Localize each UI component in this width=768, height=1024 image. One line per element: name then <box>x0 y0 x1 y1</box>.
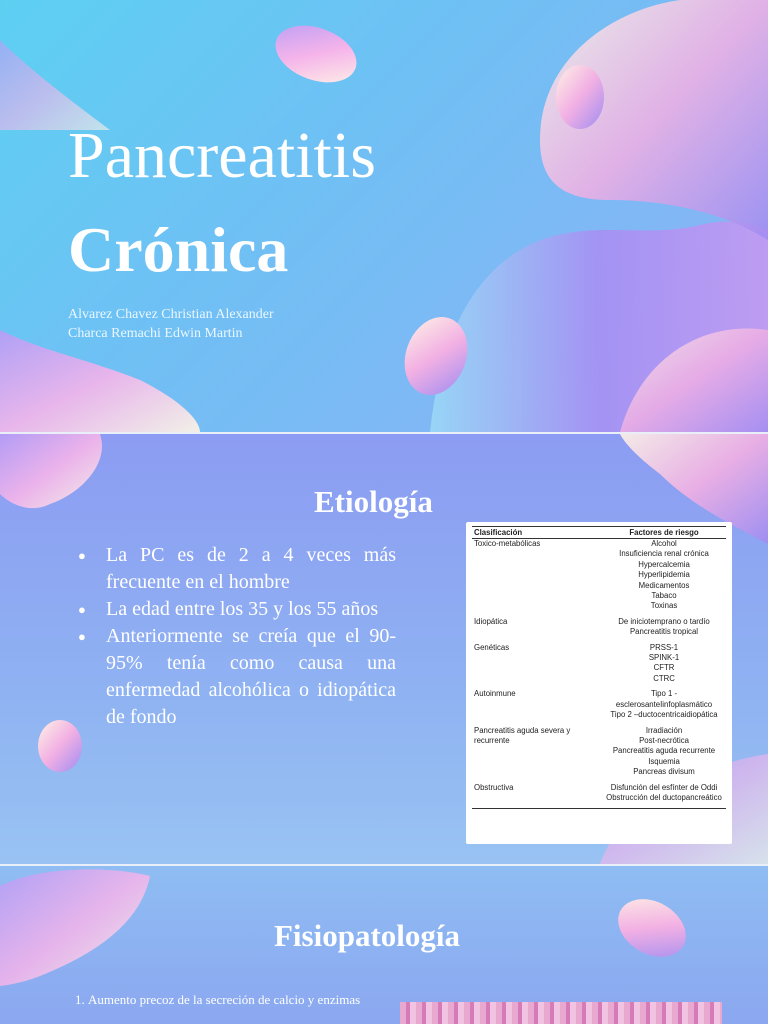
author-name: Alvarez Chavez Christian Alexander <box>68 307 274 322</box>
risk-factor-table <box>466 522 732 844</box>
list-item: ● La PC es de 2 a 4 veces más frecuente en el hombre <box>78 542 396 596</box>
risk-factor: Medicamentos <box>638 580 690 590</box>
bullet-list <box>78 542 396 731</box>
risk-factor: Irradiación <box>645 725 683 735</box>
table-row <box>472 643 726 690</box>
histology-image <box>400 1002 722 1024</box>
risk-factor: SPINK-1 <box>648 653 680 663</box>
risk-factor: CTRC <box>653 673 675 683</box>
author-name: Charca Remachi Edwin Martin <box>68 326 243 341</box>
table-cell-category: Toxico-metabólicas <box>474 539 541 548</box>
slide-title-line2: Crónica <box>68 214 289 285</box>
risk-factor: Toxinas <box>650 601 678 611</box>
table-cell-factors <box>602 539 726 617</box>
table-row <box>472 689 726 725</box>
table-row <box>472 539 726 617</box>
risk-factor: Obstrucción del ductopancreático <box>606 792 722 802</box>
list-item: ● La edad entre los 35 y los 55 años <box>78 596 396 623</box>
table-row <box>472 617 726 643</box>
table-cell-category: Idiopática <box>474 616 508 626</box>
risk-factor: Pancreas divisum <box>633 767 695 777</box>
table-cell-category: Autoinmune <box>474 689 516 699</box>
table-cell-category: Pancreatitis aguda severa y recurrente <box>474 725 571 745</box>
table-cell-factors <box>602 783 726 809</box>
table-cell-category: Genéticas <box>474 642 510 652</box>
table-cell-factors <box>602 726 726 783</box>
risk-factor: Post-necrótica <box>639 735 689 745</box>
risk-factor: De iniciotemprano o tardío <box>618 616 710 626</box>
table-cell-factors <box>602 689 726 725</box>
risk-factor: Alcohol <box>651 539 677 548</box>
table-cell-factors <box>602 643 726 690</box>
risk-factor: Hypercalcemia <box>638 559 690 569</box>
table-cell-category: Obstructiva <box>472 783 602 809</box>
risk-factor: PRSS-1 <box>649 642 679 652</box>
etiology-slide <box>0 434 768 864</box>
risk-factor: Pancreatitis tropical <box>629 627 699 637</box>
slide-title-line1: Pancreatitis <box>68 119 376 192</box>
table-row <box>472 726 726 783</box>
risk-factor: Tipo 1 -esclerosanteIinfoplasmático <box>615 689 713 709</box>
risk-factor: Hyperlipidemia <box>638 570 690 580</box>
risk-factor: Tipo 2 –ductocentricaidiopática <box>610 710 718 720</box>
authors <box>68 305 274 343</box>
risk-factor: Tabaco <box>651 591 677 601</box>
table-cell-factors <box>602 617 726 643</box>
section-heading: Fisiopatología <box>274 918 461 953</box>
list-item: ● Anteriormente se creía que el 90-95% tenía como causa una enfermedad alcohólica o idiopática de fondo <box>78 623 396 731</box>
list-item: 1. Aumento precoz de la secreción de calcio y enzimas <box>88 991 388 1008</box>
table-header: Clasificación <box>472 527 602 539</box>
risk-factor: CFTR <box>653 663 675 673</box>
title-slide <box>0 0 768 432</box>
section-heading: Etiología <box>314 484 433 519</box>
physiopathology-slide <box>0 866 768 1024</box>
risk-factor: Disfunción del esfínter de Oddi <box>610 782 718 792</box>
table-row <box>472 783 726 809</box>
risk-factor: Insuficiencia renal crónica <box>619 549 709 559</box>
risk-factor: Pancreatitis aguda recurrente <box>612 746 716 756</box>
table-header: Factores de riesgo <box>602 527 726 539</box>
risk-factor: Isquemia <box>648 756 680 766</box>
numbered-list <box>70 991 388 1008</box>
